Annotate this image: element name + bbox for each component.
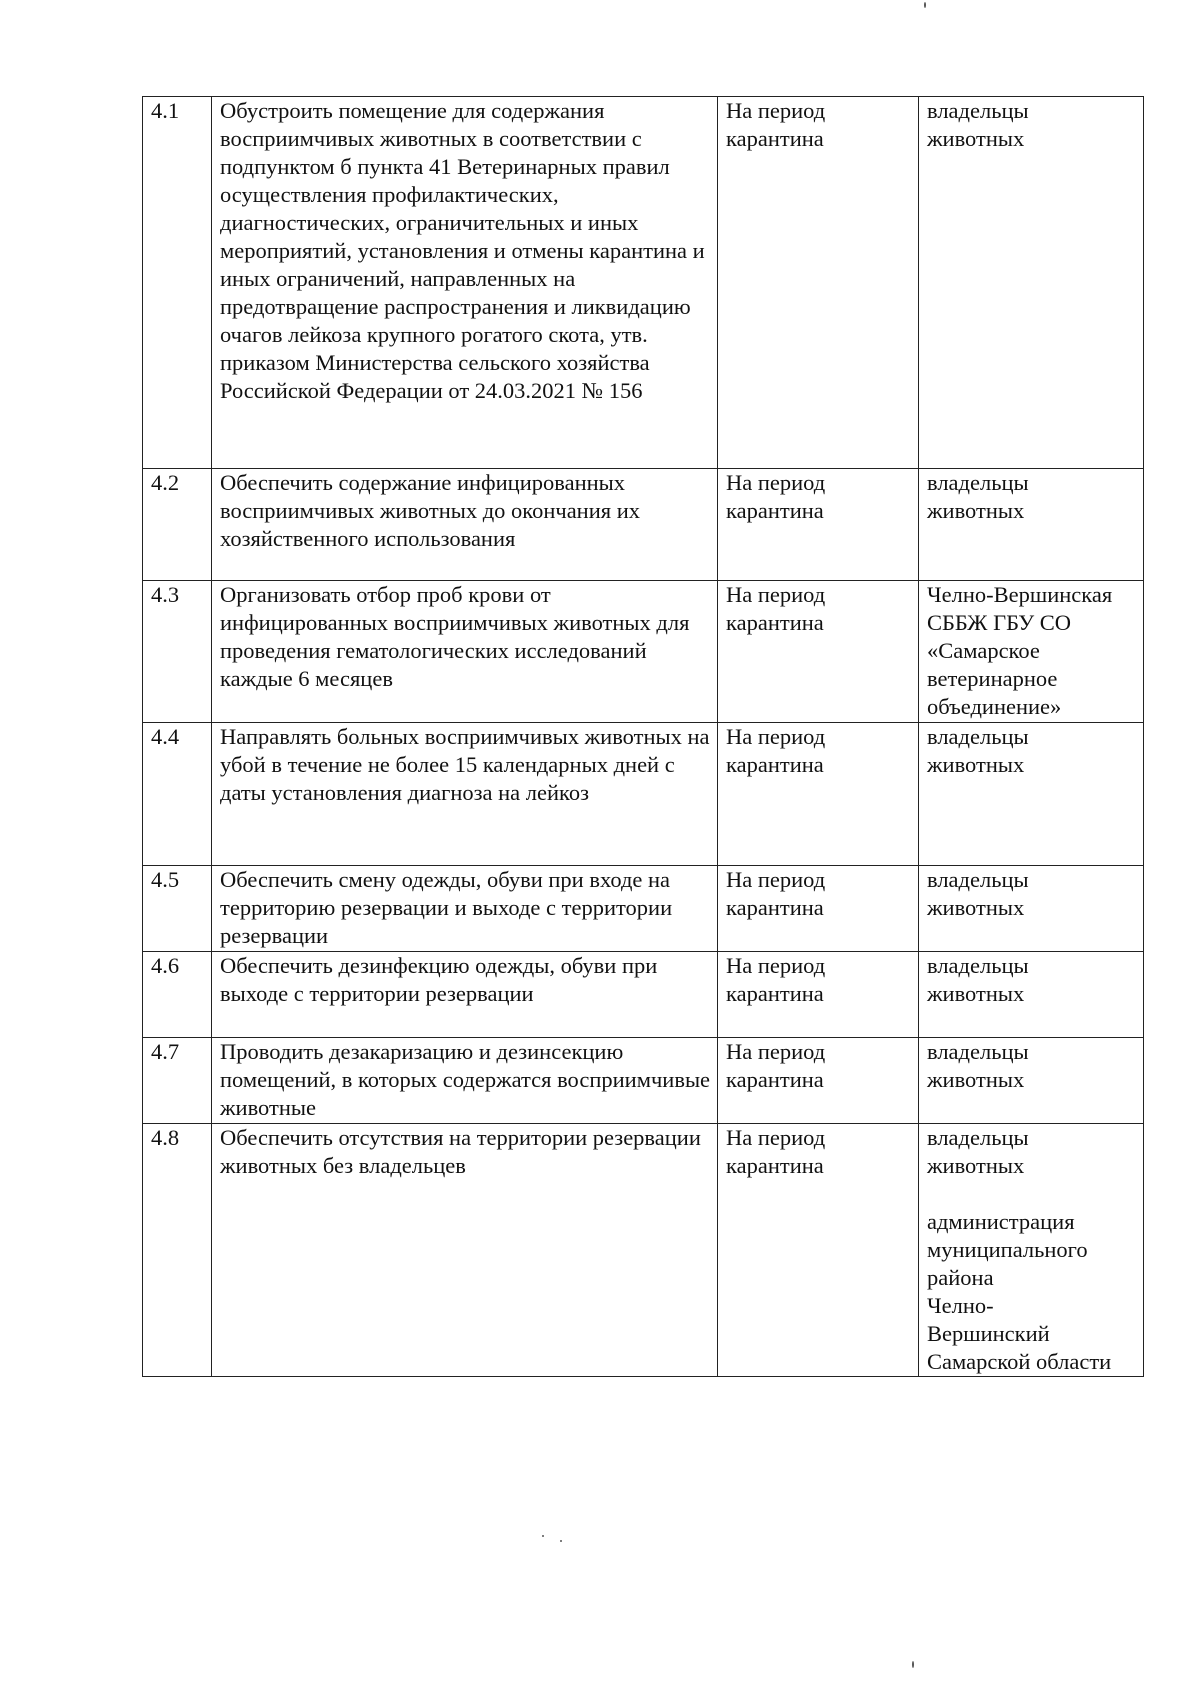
item-number: 4.7 (143, 1038, 212, 1124)
scan-speck (912, 1661, 914, 1668)
term-line: карантина (726, 610, 824, 635)
table-row (143, 866, 1144, 952)
responsible-cell (919, 1124, 1144, 1377)
responsible-line: владельцы (927, 1039, 1029, 1064)
term-cell (718, 866, 919, 952)
responsible-line: владельцы (927, 98, 1029, 123)
table-row (143, 581, 1144, 723)
measure-text: Обустроить помещение для содержания восприимчивых животных в соответствии с подпунктом б пункта 41 Ветеринарных правил осуществления профилактических, диагностических, ограничительных и иных мероприятий, установления и отмены карантина и иных ограничений, направленных на предотвращение распространения и ликвидацию очагов лейкоза крупного рогатого скота, утв. приказом Министерства сельского хозяйства Российской Федерации от 24.03.2021 № 156 (212, 97, 718, 469)
measure-text: Обеспечить содержание инфицированных восприимчивых животных до окончания их хозяйственного использования (212, 469, 718, 581)
responsible-line (927, 1180, 1137, 1208)
table-row (143, 1038, 1144, 1124)
responsible-cell (919, 469, 1144, 581)
item-number: 4.1 (143, 97, 212, 469)
term-line: На период (726, 470, 826, 495)
responsible-line: «Самарское (927, 638, 1040, 663)
measure-text: Обеспечить смену одежды, обуви при входе на территорию резервации и выходе с территории резервации (212, 866, 718, 952)
responsible-line: животных (927, 895, 1025, 920)
scan-speck (542, 1535, 544, 1537)
responsible-line: ветеринарное (927, 666, 1058, 691)
term-cell (718, 1124, 919, 1377)
item-number: 4.2 (143, 469, 212, 581)
table-row (143, 97, 1144, 469)
responsible-cell (919, 866, 1144, 952)
term-line: карантина (726, 752, 824, 777)
responsible-line: владельцы (927, 470, 1029, 495)
responsible-line: Вершинский (927, 1321, 1050, 1346)
term-line: карантина (726, 498, 824, 523)
term-line: На период (726, 953, 826, 978)
responsible-line: животных (927, 752, 1025, 777)
responsible-cell (919, 1038, 1144, 1124)
term-line: карантина (726, 126, 824, 151)
table-row (143, 1124, 1144, 1377)
measure-text: Организовать отбор проб крови от инфицированных восприимчивых животных для проведения гематологических исследований каждые 6 месяцев (212, 581, 718, 723)
table-row (143, 723, 1144, 866)
measure-text: Проводить дезакаризацию и дезинсекцию помещений, в которых содержатся восприимчивые животные (212, 1038, 718, 1124)
responsible-line: животных (927, 126, 1025, 151)
responsible-line: района (927, 1265, 994, 1290)
term-line: На период (726, 1125, 826, 1150)
responsible-line: животных (927, 1067, 1025, 1092)
term-line: На период (726, 98, 826, 123)
measures-table (142, 96, 1144, 1377)
responsible-line: владельцы (927, 1125, 1029, 1150)
responsible-line: администрация (927, 1209, 1075, 1234)
term-line: карантина (726, 981, 824, 1006)
measure-text: Обеспечить отсутствия на территории резервации животных без владельцев (212, 1124, 718, 1377)
responsible-cell (919, 97, 1144, 469)
term-line: На период (726, 582, 826, 607)
term-line: карантина (726, 1067, 824, 1092)
responsible-line: владельцы (927, 867, 1029, 892)
item-number: 4.4 (143, 723, 212, 866)
item-number: 4.8 (143, 1124, 212, 1377)
responsible-cell (919, 581, 1144, 723)
responsible-line: животных (927, 498, 1025, 523)
measure-text: Обеспечить дезинфекцию одежды, обуви при выходе с территории резервации (212, 952, 718, 1038)
term-cell (718, 581, 919, 723)
responsible-line: объединение» (927, 694, 1062, 719)
term-line: карантина (726, 895, 824, 920)
term-cell (718, 97, 919, 469)
scan-speck (560, 1540, 562, 1542)
responsible-line: Челно- (927, 1293, 994, 1318)
responsible-line: владельцы (927, 953, 1029, 978)
item-number: 4.5 (143, 866, 212, 952)
term-line: карантина (726, 1153, 824, 1178)
responsible-line: животных (927, 981, 1025, 1006)
term-cell (718, 723, 919, 866)
term-line: На период (726, 724, 826, 749)
measure-text: Направлять больных восприимчивых животных на убой в течение не более 15 календарных дней с даты установления диагноза на лейкоз (212, 723, 718, 866)
term-cell (718, 952, 919, 1038)
responsible-line: Самарской области (927, 1349, 1112, 1374)
responsible-line: владельцы (927, 724, 1029, 749)
item-number: 4.3 (143, 581, 212, 723)
responsible-line: животных (927, 1153, 1025, 1178)
term-cell (718, 1038, 919, 1124)
item-number: 4.6 (143, 952, 212, 1038)
responsible-line: СББЖ ГБУ СО (927, 610, 1072, 635)
responsible-line: муниципального (927, 1237, 1088, 1262)
table-row (143, 952, 1144, 1038)
responsible-cell (919, 952, 1144, 1038)
term-line: На период (726, 1039, 826, 1064)
responsible-line: Челно-Вершинская (927, 582, 1113, 607)
responsible-cell (919, 723, 1144, 866)
term-cell (718, 469, 919, 581)
table-row (143, 469, 1144, 581)
term-line: На период (726, 867, 826, 892)
scan-speck (924, 2, 926, 8)
